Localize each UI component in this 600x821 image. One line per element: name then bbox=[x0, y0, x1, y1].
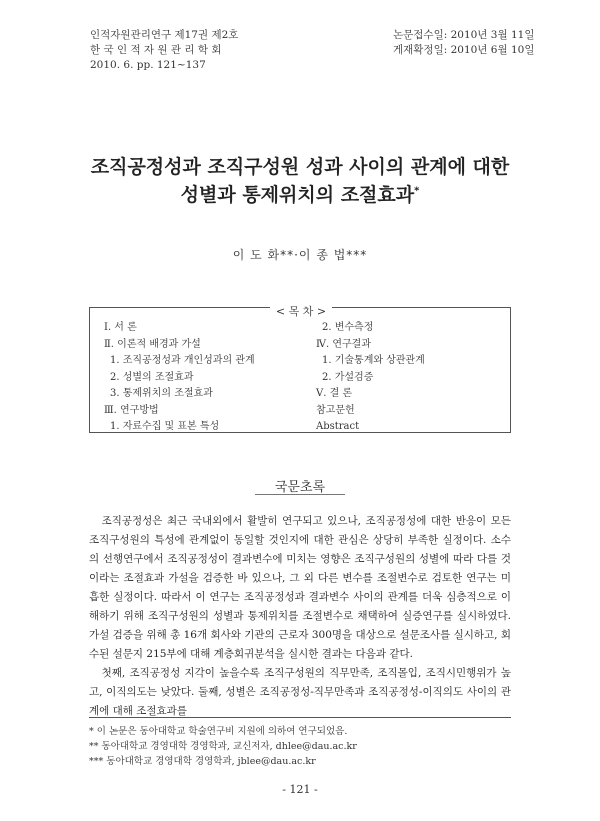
abstract-body bbox=[89, 512, 511, 721]
paper-title-line2-text: 성별과 통제위치의 조절효과 bbox=[180, 184, 415, 206]
accepted-date: 게재확정일: 2010년 6월 10일 bbox=[393, 44, 535, 56]
toc-item: Abstract bbox=[316, 421, 360, 432]
abstract-heading-rule bbox=[255, 494, 345, 495]
footnote-author2: *** 동아대학교 경영대학 경영학과, jblee@dau.ac.kr bbox=[89, 756, 316, 767]
toc-item: Ⅰ. 서 론 bbox=[104, 322, 137, 333]
toc-heading-wrap bbox=[90, 300, 512, 319]
toc-heading: < 목 차 > bbox=[270, 305, 332, 318]
paper-title-line2 bbox=[0, 180, 600, 207]
issue-pages: 2010. 6. pp. 121~137 bbox=[90, 59, 206, 71]
toc-item: 1. 기술통계와 상관관계 bbox=[322, 355, 425, 366]
abstract-heading: 국문초록 bbox=[274, 480, 326, 495]
journal-name: 인적자원관리연구 제17권 제2호 bbox=[90, 29, 239, 41]
footnotes bbox=[89, 724, 511, 769]
footnote-funding: * 이 논문은 동아대학교 학술연구비 지원에 의하여 연구되었음. bbox=[89, 726, 348, 737]
title-footnote-marker: * bbox=[414, 185, 420, 197]
toc-item: 2. 가설검증 bbox=[322, 371, 374, 383]
toc-item: 1. 조직공정성과 개인성과의 관계 bbox=[110, 355, 255, 366]
submission-dates bbox=[393, 28, 534, 58]
journal-info bbox=[90, 28, 238, 73]
toc-item: 참고문헌 bbox=[316, 404, 355, 416]
footnote-separator bbox=[89, 717, 511, 718]
toc-item: Ⅱ. 이론적 배경과 가설 bbox=[104, 338, 201, 350]
received-date: 논문접수일: 2010년 3월 11일 bbox=[393, 29, 535, 41]
toc-item: Ⅳ. 연구결과 bbox=[316, 338, 371, 350]
paper-title-line1: 조직공정성과 조직구성원 성과 사이의 관계에 대한 bbox=[90, 156, 510, 178]
toc-right-column bbox=[316, 320, 425, 436]
toc-item: 2. 변수측정 bbox=[322, 322, 374, 333]
toc-item: Ⅲ. 연구방법 bbox=[104, 404, 159, 416]
abstract-paragraph-1: 조직공정성은 최근 국내외에서 활발히 연구되고 있으나, 조직공정성에 대한 반응이 모든 조직구성원의 특성에 관계없이 동일할 것인지에 대한 관심은 상당히 부족한 실정이다. 소수의 선행연구에서 조직공정성이 결과변수에 미치는 영향은 조직구성원의 성별에 따라 다를 것이라는 조절효과 가설을 검증한 바 있으나, 그 외 다른 변수를 조절변수로 검토한 연구는 미흡한 실정이다. 따라서 이 연구는 조직공정성과 결과변수 사이의 관계를 더욱 심층적으로 이해하기 위해 조직구성원의 성별과 통제위치를 조절변수로 채택하여 실증연구를 실시하였다. 가설 검증을 위해 총 16개 회사와 기관의 근로자 300명을 대상으로 설문조사를 실시하고, 회수된 설문지 215부에 대해 계층회귀분석을 실시한 결과는 다음과 같다. bbox=[89, 515, 511, 660]
toc-item: 3. 통제위치의 조절효과 bbox=[110, 388, 213, 399]
toc-item: 2. 성별의 조절효과 bbox=[110, 371, 194, 383]
toc-left-column bbox=[104, 320, 255, 436]
table-of-contents bbox=[89, 307, 511, 433]
toc-item: 1. 자료수집 및 표본 특성 bbox=[110, 421, 220, 432]
page-number: - 121 - bbox=[282, 783, 318, 796]
toc-item: Ⅴ. 결 론 bbox=[316, 388, 353, 399]
author-list: 이 도 화**·이 종 법*** bbox=[232, 248, 368, 262]
abstract-paragraph-2: 첫째, 조직공정성 지각이 높을수록 조직구성원의 직무만족, 조직몰입, 조직시민행위가 높고, 이직의도는 낮았다. 둘째, 성별은 조직공정성-직무만족과 조직공정성-이직의도 사이의 관계에 대해 조절효과를 bbox=[89, 667, 511, 717]
society-name: 한 국 인 적 자 원 관 리 학 회 bbox=[90, 44, 222, 56]
footnote-author1: ** 동아대학교 경영대학 경영학과, 교신저자, dhlee@dau.ac.kr bbox=[89, 741, 357, 752]
